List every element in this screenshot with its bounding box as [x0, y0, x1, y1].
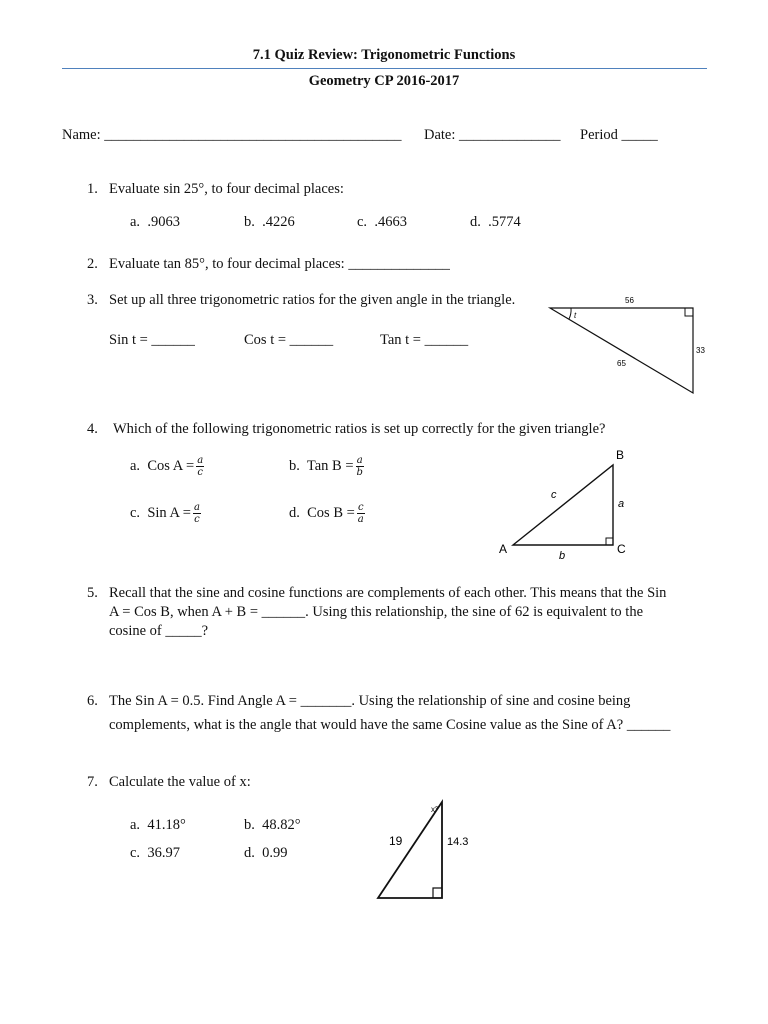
q4-vertex-b: B [616, 448, 625, 462]
period-field[interactable]: Period _____ [580, 127, 658, 143]
q7-hyp-label: 19 [389, 834, 403, 848]
q4-triangle [513, 465, 613, 545]
q7-choice-a[interactable]: a. 41.18° [130, 817, 186, 833]
q7-triangle [378, 802, 442, 898]
q7-choice-c[interactable]: c. 36.97 [130, 845, 180, 861]
q4-side-b: b [559, 550, 566, 562]
q7-choice-b[interactable]: b. 48.82° [244, 817, 301, 833]
q4-vertex-c: C [617, 542, 626, 556]
q3-right-angle-mark [685, 308, 693, 316]
page-subtitle: Geometry CP 2016-2017 [308, 73, 460, 89]
q7-number: 7. [87, 774, 98, 790]
q4-vertex-a: A [499, 542, 508, 556]
date-field[interactable]: Date: ______________ [424, 127, 561, 143]
q1-text: Evaluate sin 25°, to four decimal places: [109, 181, 344, 197]
q7-text: Calculate the value of x: [109, 774, 251, 790]
q4-choice-c[interactable]: c. Sin A = $\frac{a}{c}$ [130, 502, 200, 525]
q5-line-1: Recall that the sine and cosine functions are complements of each other. This means that the Sin [109, 585, 667, 601]
q5-number: 5. [87, 585, 98, 601]
q6-line-1: The Sin A = 0.5. Find Angle A = _______. Using the relationship of sine and cosine being [109, 693, 631, 709]
q3-number: 3. [87, 292, 98, 308]
q4-side-c: c [551, 489, 557, 501]
header-divider [62, 68, 707, 69]
q1-choice-d[interactable]: d. .5774 [470, 214, 521, 230]
q7-triangle-figure [370, 798, 480, 904]
q7-choice-d[interactable]: d. 0.99 [244, 845, 288, 861]
q6-line-2: complements, what is the angle that would have the same Cosine value as the Sine of A? ______ [109, 717, 671, 733]
q3-angle-arc [569, 308, 571, 319]
q3-triangle-figure [540, 288, 720, 400]
q3-triangle [550, 308, 693, 393]
q7-angle-label: x° [431, 805, 439, 814]
q5-line-3: cosine of _____? [109, 623, 209, 639]
page-title: 7.1 Quiz Review: Trigonometric Functions [252, 47, 516, 63]
q2-number: 2. [87, 256, 98, 272]
q1-choice-b[interactable]: b. .4226 [244, 214, 295, 230]
q4-number: 4. [87, 421, 98, 437]
q3-hyp-label: 65 [617, 359, 626, 368]
q3-top-label: 56 [625, 296, 634, 305]
q3-angle-label: t [574, 311, 577, 320]
q7-side-label: 14.3 [447, 836, 469, 848]
q4-right-angle-mark [606, 538, 613, 545]
q4-triangle-figure [495, 445, 645, 563]
q4-side-a: a [618, 498, 625, 510]
q7-right-angle-mark [433, 888, 442, 898]
q3-text: Set up all three trigonometric ratios for the given angle in the triangle. [109, 292, 516, 308]
q3-tan-blank[interactable]: Tan t = ______ [380, 332, 469, 348]
q2-text: Evaluate tan 85°, to four decimal places: ______________ [109, 256, 450, 272]
q5-line-2: A = Cos B, when A + B = ______. Using this relationship, the sine of 62 is equivalent to the [109, 604, 644, 620]
q4-choice-d[interactable]: d. Cos B = $\frac{c}{a}$ [289, 502, 364, 525]
name-field[interactable]: Name: _________________________________________ [62, 127, 402, 143]
q3-right-label: 33 [696, 346, 705, 355]
q3-cos-blank[interactable]: Cos t = ______ [244, 332, 334, 348]
q4-text: Which of the following trigonometric ratios is set up correctly for the given triangle? [113, 421, 606, 437]
q1-choice-a[interactable]: a. .9063 [130, 214, 180, 230]
q1-number: 1. [87, 181, 98, 197]
q6-number: 6. [87, 693, 98, 709]
q4-choice-a[interactable]: a. Cos A = $\frac{a}{c}$ [130, 455, 204, 478]
q3-sin-blank[interactable]: Sin t = ______ [109, 332, 195, 348]
q4-choice-b[interactable]: b. Tan B = $\frac{a}{b}$ [289, 455, 363, 478]
q1-choice-c[interactable]: c. .4663 [357, 214, 407, 230]
